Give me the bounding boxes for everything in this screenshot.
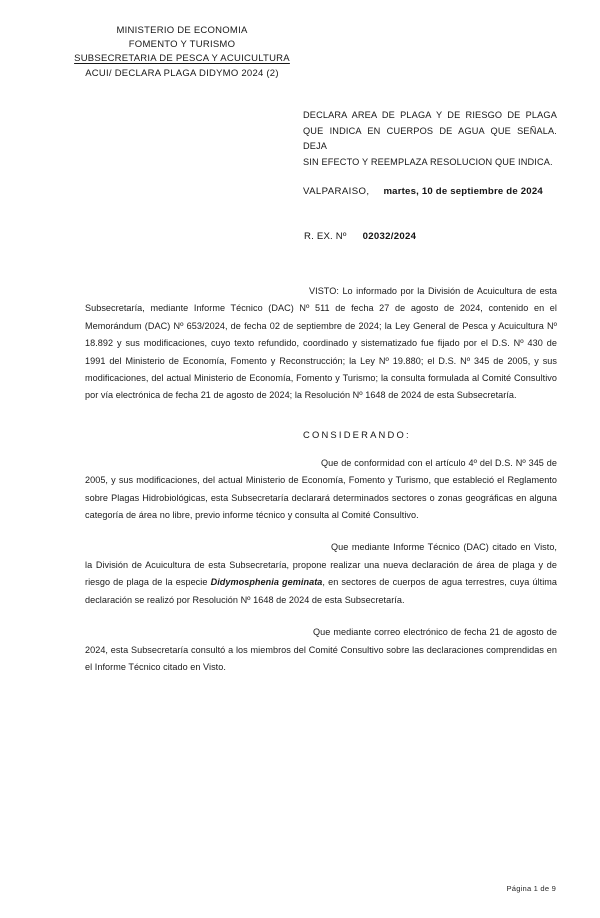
species-name: Didymosphenia geminata xyxy=(210,577,323,588)
document-body xyxy=(85,283,557,676)
considerando-3-lead: Que xyxy=(313,627,331,638)
resolution-number-value: 02032/2024 xyxy=(362,231,417,242)
resolution-number-label: R. EX. Nº xyxy=(304,231,347,242)
paragraph-considerando-2 xyxy=(85,539,557,609)
letterhead-subsecretariat: SUBSECRETARIA DE PESCA Y ACUICULTURA xyxy=(74,53,290,65)
paragraph-visto xyxy=(85,283,557,405)
title-line-3: SIN EFECTO Y REEMPLAZA RESOLUCION QUE INDICA. xyxy=(303,156,553,167)
considerando-3-text: mediante correo electrónico de fecha 21 de agosto de 2024, esta Subsecretaría consultó a los miembros del Comité Consultivo sobre las declaraciones comprendidas en el Informe Técnico citado en Visto. xyxy=(85,627,557,672)
considerando-1-text: de conformidad con el artículo 4º del D.S. Nº 345 de 2005, y sus modificaciones, del actual Ministerio de Economía, Fomento y Turismo, que estableció el Reglamento sobre Plagas Hidrobiológicas, esta Subsecretaría declarará determinados sectores o zonas geográficas en alguna categoría de área no libre, previo informe técnico y consulta al Comité Consultivo. xyxy=(85,457,557,521)
spacer xyxy=(85,405,557,429)
spacer xyxy=(85,524,557,539)
paragraph-considerando-1 xyxy=(85,455,557,525)
date-label: martes, 10 de septiembre de 2024 xyxy=(383,186,543,197)
visto-text: Lo informado por la División de Acuicultura de esta Subsecretaría, mediante Informe Técnico (DAC) Nº 511 de fecha 27 de agosto de 2024, contenido en el Memorándum (DAC) Nº 653/2024, de fecha 02 de septiembre de 2024; la Ley General de Pesca y Acuicultura Nº 18.892 y sus modificaciones, cuyo texto refundido, coordinado y sistematizado fue fijado por el D.S. Nº 430 de 1991 del Ministerio de Economía, Fomento y Reconstrucción; la Ley Nº 19.880; el D.S. Nº 345 de 2005, y sus modificaciones, del actual Ministerio de Economía, Fomento y Turismo; la consulta formulada al Comité Consultivo por vía electrónica de fecha 21 de agosto de 2024; la Resolución Nº 1648 de 2024 de esta Subsecretaría. xyxy=(85,286,557,401)
letterhead xyxy=(62,24,302,81)
spacer xyxy=(85,609,557,624)
title-line-1: DECLARA AREA DE PLAGA Y DE RIESGO DE PLAGA xyxy=(303,110,557,120)
considerando-1-lead: Que xyxy=(321,457,339,468)
page-footer: Página 1 de 9 xyxy=(506,884,556,893)
title-block xyxy=(303,108,557,170)
resolution-number xyxy=(304,231,416,242)
spacer xyxy=(85,440,557,455)
visto-lead: VISTO: xyxy=(309,286,339,296)
considerando-2-text-part1: mediante Informe Técnico (DAC) citado en Visto, la División de Acuicultura de esta Subsecretaría, propone realizar una nueva declaración de área de plaga y de riesgo de plaga de la especie xyxy=(85,542,557,588)
considerando-2-text-part2: , en sectores de cuerpos de agua terrestres, cuya última declaración se realizó por Resolución Nº 1648 de 2024 de esta Subsecretaría. xyxy=(85,577,557,605)
place-label: VALPARAISO, xyxy=(303,186,370,197)
paragraph-considerando-3 xyxy=(85,624,557,676)
letterhead-ministry-sub: FOMENTO Y TURISMO xyxy=(128,39,236,51)
place-date xyxy=(303,186,543,197)
considerando-heading: CONSIDERANDO: xyxy=(303,428,411,440)
letterhead-ministry: MINISTERIO DE ECONOMIA xyxy=(116,25,248,36)
title-line-2: QUE INDICA EN CUERPOS DE AGUA QUE SEÑALA. DEJA xyxy=(303,125,557,151)
letterhead-reference: ACUI/ DECLARA PLAGA DIDYMO 2024 (2) xyxy=(85,67,279,79)
considerando-2-lead: Que xyxy=(331,542,349,553)
